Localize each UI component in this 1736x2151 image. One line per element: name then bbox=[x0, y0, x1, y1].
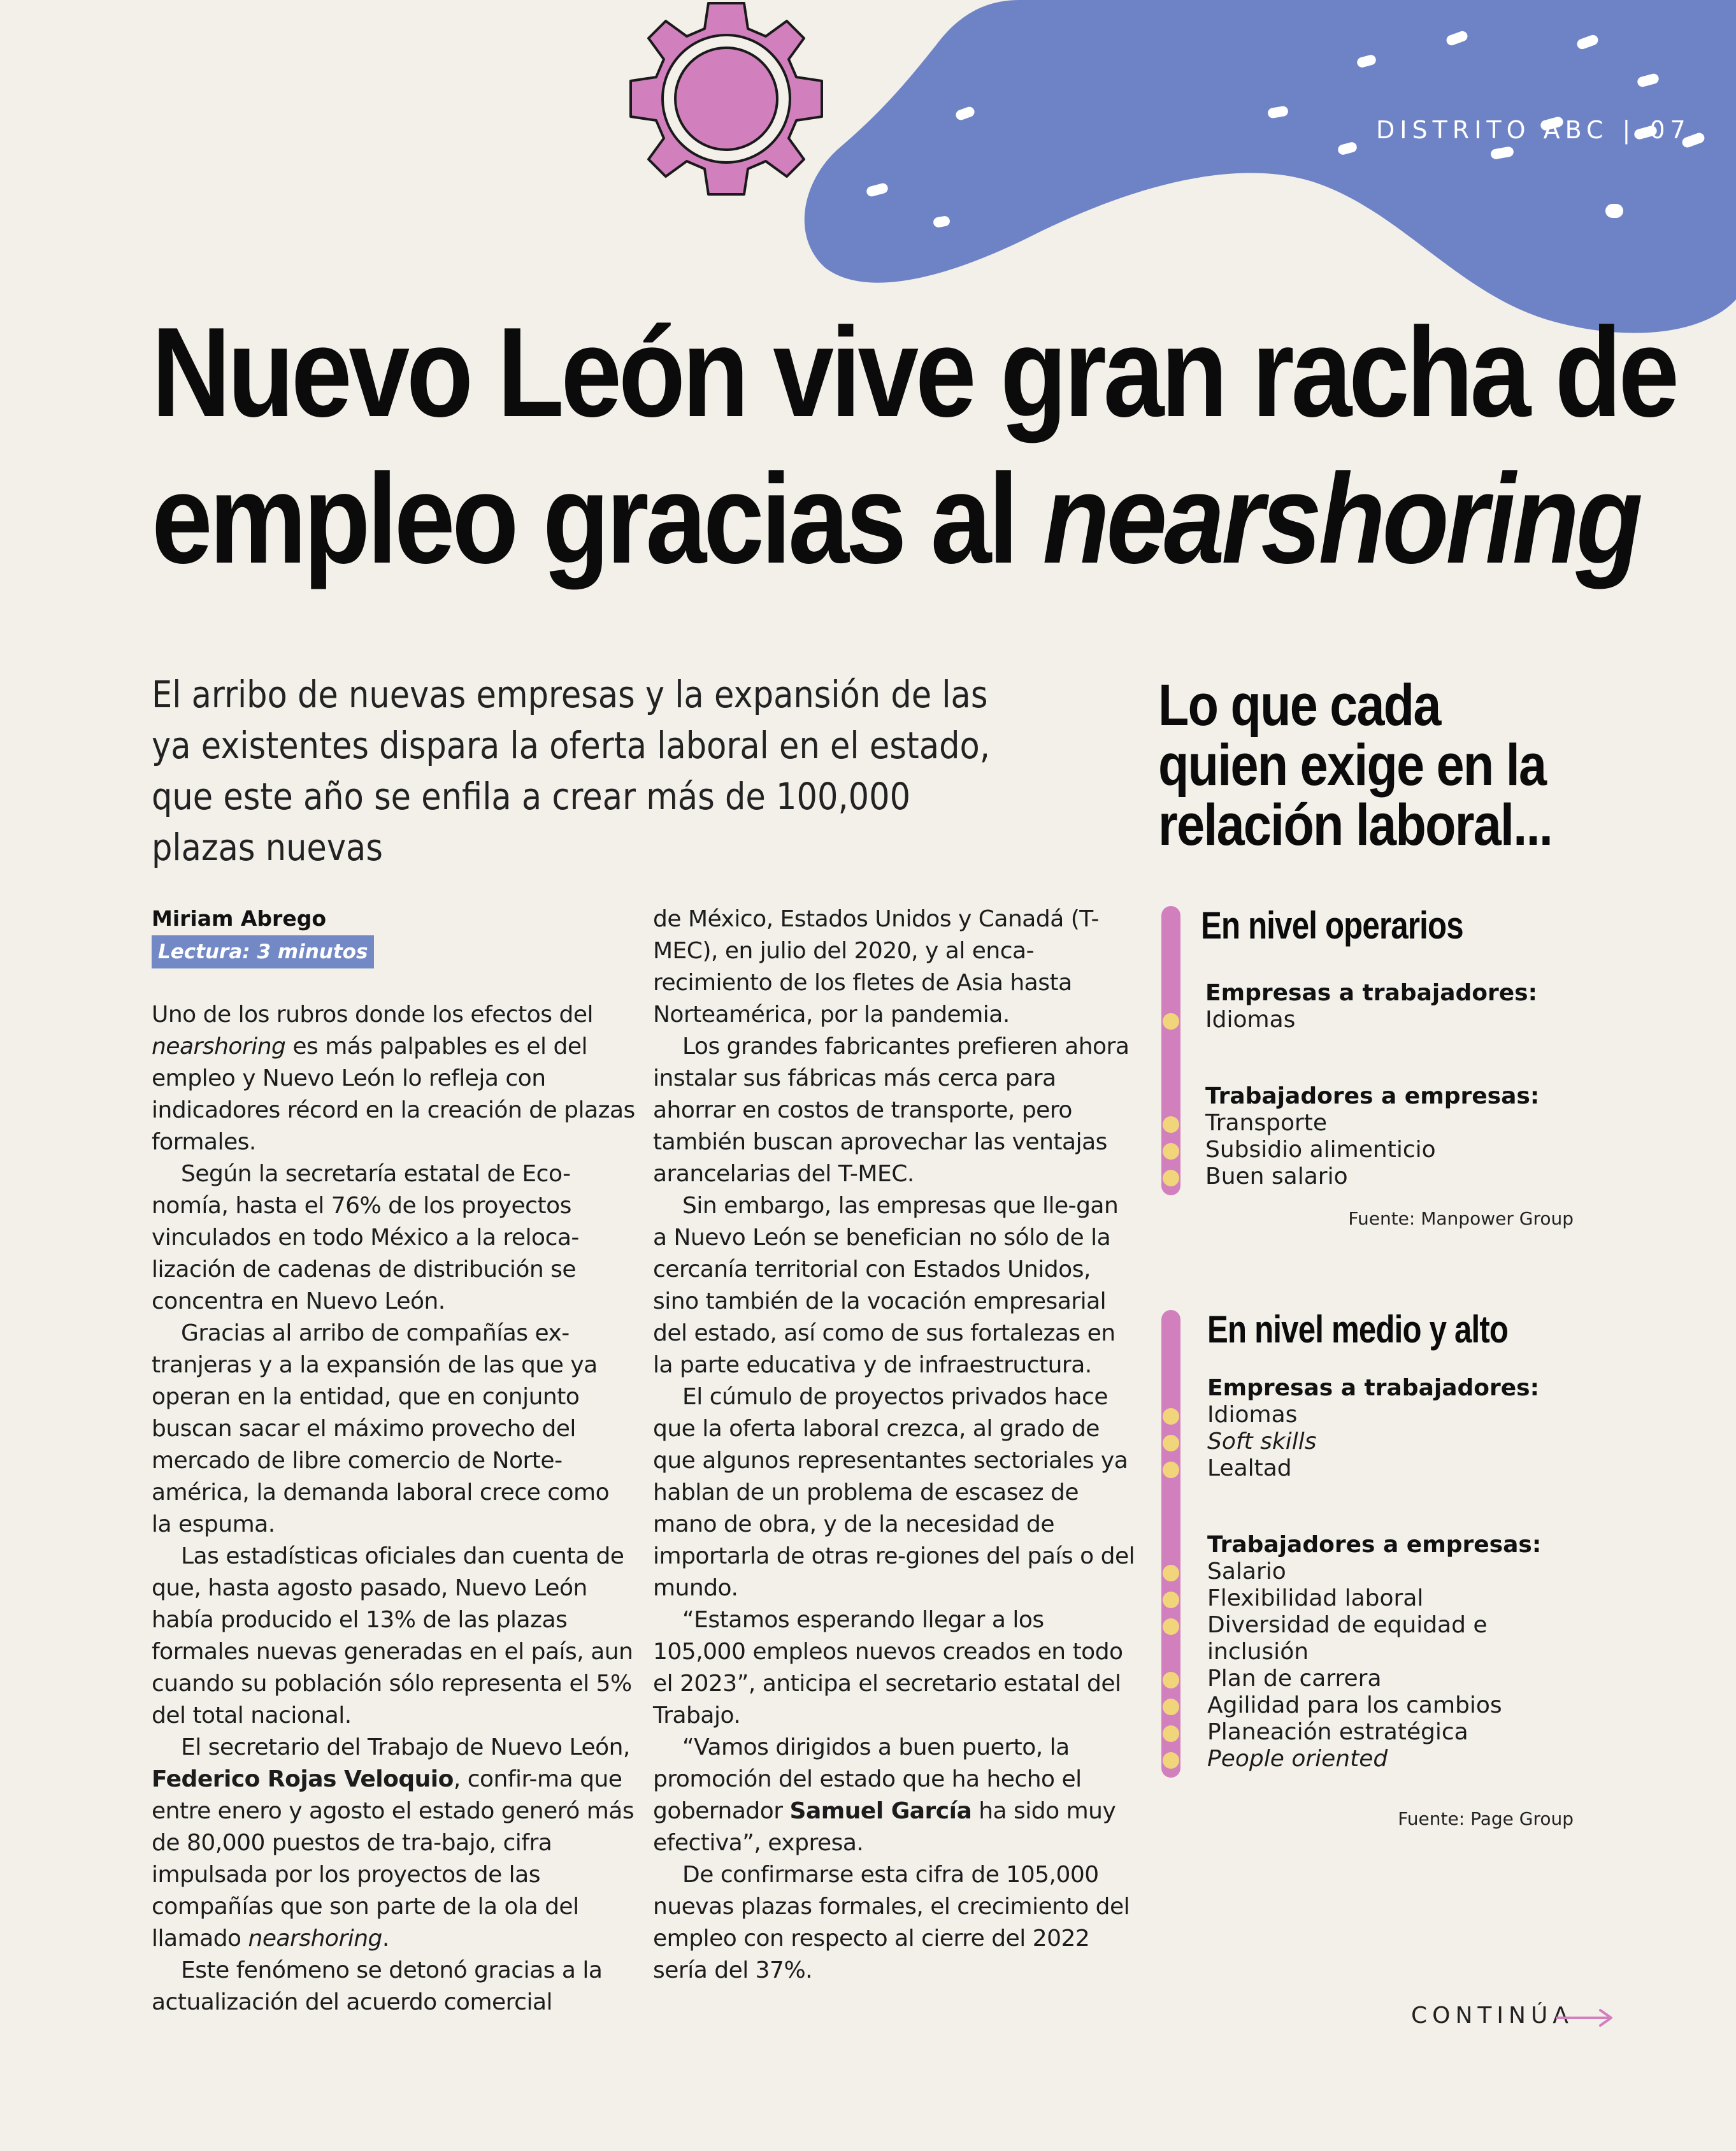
list-item: People oriented bbox=[1207, 1746, 1388, 1772]
reading-time-badge: Lectura: 3 minutos bbox=[152, 935, 374, 968]
paragraph: El cúmulo de proyectos privados hace que la oferta laboral crezca, al grado de que algunos representantes sectoriales ya hablan de un problema de escasez de mano de obra, y de la necesidad de importarla de otras re-giones del país o del mundo. bbox=[653, 1384, 1135, 1601]
box2-heading-2: Trabajadores a empresas: bbox=[1207, 1532, 1542, 1558]
list-item: Soft skills bbox=[1207, 1428, 1317, 1455]
bullet-dot bbox=[1163, 1143, 1179, 1160]
paragraph: Según la secretaría estatal de Eco-nomía, hasta el 76% de los proyectos vinculados en todo México a la reloca-lización de cadenas de distribución se concentra en Nuevo León. bbox=[152, 1161, 579, 1314]
list-item: Flexibilidad laboral bbox=[1207, 1585, 1424, 1611]
paragraph: De confirmarse esta cifra de 105,000 nuevas plazas formales, el crecimiento del empleo con respecto al cierre del 2022 sería del 37%. bbox=[653, 1862, 1130, 1983]
bullet-dot bbox=[1163, 1592, 1179, 1608]
headline-line-1: Nuevo León vive gran racha de bbox=[152, 301, 1676, 443]
bullet-dot bbox=[1163, 1565, 1179, 1581]
blue-blob-decoration bbox=[790, 0, 1736, 344]
bullet-dot bbox=[1163, 1116, 1179, 1133]
list-item: Subsidio alimenticio bbox=[1205, 1137, 1436, 1163]
paragraph: Sin embargo, las empresas que lle-gan a Nuevo León se benefician no sólo de la cercanía territorial con Estados Unidos, sino también de la vocación empresarial del estado, así como de sus fortalezas en la parte educativa y de infraestructura. bbox=[653, 1193, 1119, 1378]
list-item: Idiomas bbox=[1205, 1007, 1296, 1033]
deck-subtitle: El arribo de nuevas empresas y la expansión de las ya existentes dispara la oferta laboral en el estado, que este año se enfila a crear más de 100,000 plazas nuevas bbox=[152, 673, 990, 869]
bullet-dot bbox=[1163, 1699, 1179, 1715]
box2-title: En nivel medio y alto bbox=[1207, 1308, 1509, 1351]
headline-line-2 bbox=[152, 446, 1640, 593]
bullet-dot bbox=[1163, 1618, 1179, 1635]
page-header bbox=[1376, 116, 1691, 144]
bullet-dot bbox=[1163, 1170, 1179, 1186]
list-item: Diversidad de equidad e inclusión bbox=[1207, 1612, 1488, 1665]
box2-heading-1: Empresas a trabajadores: bbox=[1207, 1375, 1539, 1401]
bullet-dot bbox=[1163, 1435, 1179, 1451]
article-column-2 bbox=[653, 903, 1137, 1987]
bullet-dot bbox=[1163, 1752, 1179, 1769]
arrow-right-icon[interactable] bbox=[1556, 2008, 1614, 2027]
box2-source: Fuente: Page Group bbox=[1398, 1808, 1574, 1829]
paragraph: Este fenómeno se detonó gracias a la actualización del acuerdo comercial bbox=[152, 1957, 603, 2015]
paragraph: Los grandes fabricantes prefieren ahora instalar sus fábricas más cerca para ahorrar en costos de transporte, pero también buscan aprovechar las ventajas arancelarias del T-MEC. bbox=[653, 1033, 1130, 1187]
bullet-dot bbox=[1163, 1672, 1179, 1688]
list-item: Transporte bbox=[1205, 1110, 1328, 1136]
gear-icon bbox=[628, 0, 825, 198]
list-item: Buen salario bbox=[1205, 1163, 1348, 1190]
paragraph: Las estadísticas oficiales dan cuenta de que, hasta agosto pasado, Nuevo León había producido el 13% de las plazas formales nuevas generadas en el país, aun cuando su población sólo representa el 5% del total nacional. bbox=[152, 1543, 633, 1729]
author-byline: Miriam Abrego bbox=[152, 906, 326, 931]
header-separator: | bbox=[1622, 116, 1636, 144]
paragraph: El secretario del Trabajo de Nuevo León, Federico Rojas Veloquio, confir-ma que entre enero y agosto el estado generó más de 80,000 puestos de tra-bajo, cifra impulsada por los proyectos de las compañías que son parte de la ola del llamado nearshoring. bbox=[152, 1734, 635, 1952]
paragraph: Uno de los rubros donde los efectos del nearshoring es más palpables es el del empleo y Nuevo León lo refleja con indicadores récord en la creación de plazas formales. bbox=[152, 1002, 635, 1155]
list-item: Lealtad bbox=[1207, 1455, 1292, 1481]
paragraph: “Vamos dirigidos a buen puerto, la promoción del estado que ha hecho el gobernador Samuel García ha sido muy efectiva”, expresa. bbox=[653, 1734, 1116, 1856]
list-item: Planeación estratégica bbox=[1207, 1719, 1468, 1745]
paragraph: Gracias al arribo de compañías ex-tranjeras y a la expansión de las que ya operan en la entidad, que en conjunto buscan sacar el máximo provecho del mercado de libre comercio de Norte-américa, la demanda laboral crece como la espuma. bbox=[152, 1320, 610, 1537]
continue-label[interactable]: CONTINÚA bbox=[1411, 2003, 1574, 2029]
list-item: Plan de carrera bbox=[1207, 1665, 1382, 1692]
section-name: DISTRITO ABC bbox=[1376, 116, 1609, 144]
headline-line-2-start: empleo gracias al bbox=[152, 448, 1015, 590]
bullet-dot bbox=[1163, 1462, 1179, 1478]
bullet-dot bbox=[1163, 1725, 1179, 1742]
box1-source: Fuente: Manpower Group bbox=[1348, 1208, 1574, 1229]
list-item: Agilidad para los cambios bbox=[1207, 1692, 1502, 1718]
list-item: Salario bbox=[1207, 1558, 1286, 1585]
sidebar-title: Lo que cada quien exige en la relación laboral... bbox=[1158, 673, 1553, 858]
page-number: 07 bbox=[1649, 116, 1691, 144]
list-item: Idiomas bbox=[1207, 1402, 1298, 1428]
paragraph: de México, Estados Unidos y Canadá (T-MEC), en julio del 2020, y al enca-recimiento de los fletes de Asia hasta Norteamérica, por la pandemia. bbox=[653, 906, 1099, 1028]
box1-heading-1: Empresas a trabajadores: bbox=[1205, 980, 1537, 1006]
article-column-1 bbox=[152, 999, 636, 2018]
box1-title: En nivel operarios bbox=[1201, 904, 1463, 947]
paragraph: “Estamos esperando llegar a los 105,000 empleos nuevos creados en todo el 2023”, anticipa el secretario estatal del Trabajo. bbox=[653, 1607, 1123, 1729]
headline bbox=[152, 299, 1676, 593]
headline-italic-word: nearshoring bbox=[1042, 448, 1640, 590]
bullet-dot bbox=[1163, 1408, 1179, 1425]
box1-heading-2: Trabajadores a empresas: bbox=[1205, 1083, 1540, 1109]
bullet-dot bbox=[1163, 1013, 1179, 1030]
